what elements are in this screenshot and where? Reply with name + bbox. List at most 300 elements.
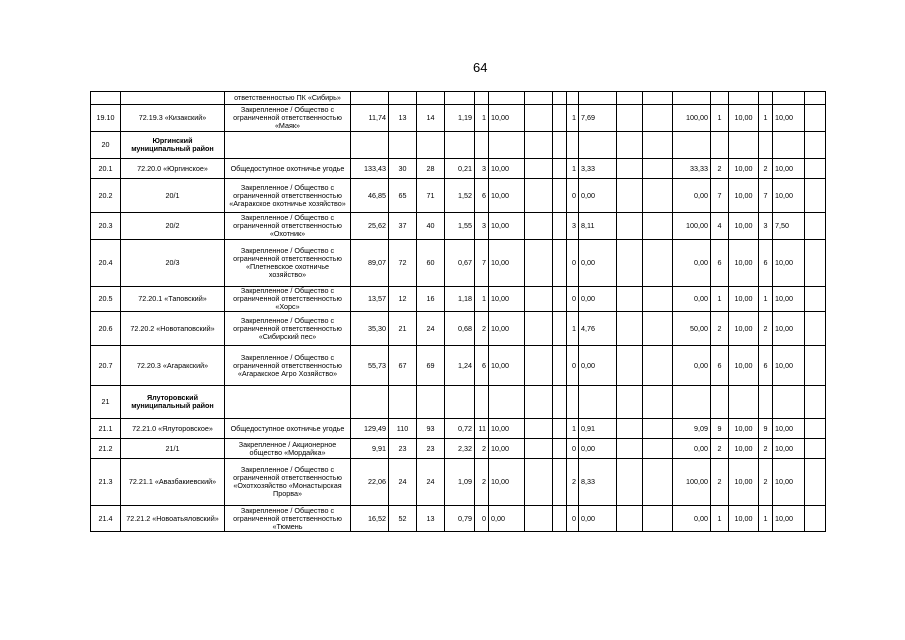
table-cell: 13,57 <box>351 287 389 312</box>
table-cell: 20 <box>91 132 121 159</box>
table-row <box>91 240 826 287</box>
page-number: 64 <box>473 60 488 75</box>
table-row <box>91 439 826 459</box>
table-cell: Закрепленное / Общество с ограниченной ответственностью «Охотник» <box>225 213 351 240</box>
table-cell <box>643 287 673 312</box>
table-cell <box>643 312 673 346</box>
table-cell <box>525 312 553 346</box>
table-cell <box>805 287 826 312</box>
table-cell: 0,00 <box>579 439 617 459</box>
table-cell: 10,00 <box>773 346 805 386</box>
table-cell: 0,00 <box>673 506 711 532</box>
table-cell: 0 <box>567 506 579 532</box>
table-cell: 100,00 <box>673 105 711 132</box>
table-row <box>91 346 826 386</box>
table-cell <box>643 132 673 159</box>
table-cell <box>567 132 579 159</box>
table-cell: 0 <box>567 240 579 287</box>
table-cell: Закрепленное / Общество с ограниченной ответственностью «Плетневское охотничье хозяйство» <box>225 240 351 287</box>
table-cell: 7,69 <box>579 105 617 132</box>
table-cell: Закрепленное / Акционерное общество «Мордайка» <box>225 439 351 459</box>
table-cell: 20.3 <box>91 213 121 240</box>
table-cell: 10,00 <box>729 105 759 132</box>
table-cell: 10,00 <box>773 240 805 287</box>
table-cell: 6 <box>711 240 729 287</box>
table-cell <box>525 240 553 287</box>
table-cell <box>617 459 643 506</box>
table-cell: 72.21.0 «Ялуторовское» <box>121 419 225 439</box>
table-cell <box>729 386 759 419</box>
table-cell <box>553 459 567 506</box>
table-cell <box>553 132 567 159</box>
table-cell: 10,00 <box>773 459 805 506</box>
table-row <box>91 287 826 312</box>
table-cell <box>643 419 673 439</box>
table-cell: 2 <box>759 159 773 179</box>
table-cell: 1 <box>475 287 489 312</box>
table-cell: Общедоступное охотничье угодье <box>225 159 351 179</box>
table-cell: 0,79 <box>445 506 475 532</box>
table-cell: 24 <box>389 459 417 506</box>
table-cell: 89,07 <box>351 240 389 287</box>
table-cell: 12 <box>389 287 417 312</box>
table-cell: 0,00 <box>579 346 617 386</box>
table-cell <box>525 459 553 506</box>
table-cell: 67 <box>389 346 417 386</box>
table-cell <box>643 179 673 213</box>
table-cell: 10,00 <box>773 105 805 132</box>
table-cell <box>805 439 826 459</box>
table-cell: 93 <box>417 419 445 439</box>
table-cell <box>553 213 567 240</box>
table-cell: Закрепленное / Общество с ограниченной ответственностью «Хорс» <box>225 287 351 312</box>
table-cell: 20/1 <box>121 179 225 213</box>
table-cell: 0,00 <box>579 179 617 213</box>
table-cell <box>489 92 525 105</box>
table-cell: 21 <box>389 312 417 346</box>
table-cell <box>445 92 475 105</box>
table-cell <box>525 179 553 213</box>
table-cell: 24 <box>417 312 445 346</box>
table-cell <box>617 506 643 532</box>
table-cell: 1,09 <box>445 459 475 506</box>
table-cell <box>773 92 805 105</box>
table-cell: 60 <box>417 240 445 287</box>
table-cell: 69 <box>417 346 445 386</box>
table-cell <box>617 132 643 159</box>
table-cell <box>525 346 553 386</box>
table-cell: 0 <box>567 439 579 459</box>
table-cell: 21/1 <box>121 439 225 459</box>
table-cell: 0 <box>567 287 579 312</box>
table-cell <box>673 92 711 105</box>
table-cell: 10,00 <box>489 312 525 346</box>
table-cell <box>351 386 389 419</box>
table-cell: 21.1 <box>91 419 121 439</box>
table-cell: 133,43 <box>351 159 389 179</box>
table-cell: 2 <box>475 439 489 459</box>
table-cell: 3 <box>475 159 489 179</box>
table-cell: 1,18 <box>445 287 475 312</box>
table-cell <box>351 92 389 105</box>
table-cell: 2 <box>759 312 773 346</box>
table-cell: 4 <box>711 213 729 240</box>
table-cell: 20.4 <box>91 240 121 287</box>
table-cell: 100,00 <box>673 213 711 240</box>
table-cell <box>225 132 351 159</box>
table-cell: 20.6 <box>91 312 121 346</box>
table-cell <box>389 132 417 159</box>
table-cell <box>579 92 617 105</box>
table-cell <box>553 159 567 179</box>
table-cell <box>417 132 445 159</box>
table-cell <box>525 159 553 179</box>
table-cell: 0,91 <box>579 419 617 439</box>
table-cell: 1 <box>475 105 489 132</box>
table-cell: 0,00 <box>579 287 617 312</box>
table-cell: 0,00 <box>673 439 711 459</box>
table-cell: Закрепленное / Общество с ограниченной ответственностью «Маяк» <box>225 105 351 132</box>
table-cell: 10,00 <box>489 179 525 213</box>
table-cell: 10,00 <box>729 312 759 346</box>
table-cell: 3 <box>567 213 579 240</box>
table-cell <box>445 386 475 419</box>
table-cell <box>617 240 643 287</box>
table-cell: 10,00 <box>729 459 759 506</box>
table-cell: 0 <box>567 346 579 386</box>
table-cell <box>475 386 489 419</box>
table-cell: 11,74 <box>351 105 389 132</box>
table-cell: Общедоступное охотничье угодье <box>225 419 351 439</box>
table-cell: 25,62 <box>351 213 389 240</box>
table-cell: 0 <box>475 506 489 532</box>
table-cell: 2 <box>711 312 729 346</box>
table-cell: 3 <box>475 213 489 240</box>
table-cell: 7 <box>711 179 729 213</box>
table-cell <box>91 92 121 105</box>
table-cell <box>643 506 673 532</box>
table-cell: 16 <box>417 287 445 312</box>
table-cell: 10,00 <box>773 179 805 213</box>
table-cell: 3,33 <box>579 159 617 179</box>
table-cell: 0,21 <box>445 159 475 179</box>
table-cell: 0,00 <box>579 240 617 287</box>
table-cell: 10,00 <box>729 159 759 179</box>
table-cell <box>617 179 643 213</box>
table-cell: 0 <box>567 179 579 213</box>
table-cell: 7,50 <box>773 213 805 240</box>
table-cell: 20.5 <box>91 287 121 312</box>
table-cell: 10,00 <box>489 459 525 506</box>
table-cell: 0,00 <box>579 506 617 532</box>
table-cell: 20/2 <box>121 213 225 240</box>
table-cell <box>389 92 417 105</box>
table-cell: 40 <box>417 213 445 240</box>
table-cell: 0,67 <box>445 240 475 287</box>
table-cell: 16,52 <box>351 506 389 532</box>
table-cell: ответственностью ПК «Сибирь» <box>225 92 351 105</box>
table-cell: 21.3 <box>91 459 121 506</box>
table-cell <box>617 213 643 240</box>
table-cell: 10,00 <box>489 105 525 132</box>
table-cell: 10,00 <box>489 240 525 287</box>
table-cell: 3 <box>759 213 773 240</box>
table-cell: 30 <box>389 159 417 179</box>
table-cell: 9 <box>759 419 773 439</box>
table-cell: 10,00 <box>729 287 759 312</box>
table-cell <box>351 132 389 159</box>
table-cell: 110 <box>389 419 417 439</box>
table-cell: 21 <box>91 386 121 419</box>
table-cell: 13 <box>389 105 417 132</box>
table-cell: 2 <box>759 439 773 459</box>
table-cell: 55,73 <box>351 346 389 386</box>
table-cell: 2,32 <box>445 439 475 459</box>
table-cell: 20.7 <box>91 346 121 386</box>
table-cell: 0,00 <box>673 179 711 213</box>
table-cell <box>805 240 826 287</box>
table-cell: Закрепленное / Общество с ограниченной ответственностью «Охотхозяйство «Монастырская Прорва» <box>225 459 351 506</box>
table-cell: 72.20.1 «Таповский» <box>121 287 225 312</box>
table-cell <box>579 132 617 159</box>
table-cell: 2 <box>711 439 729 459</box>
table-cell: 10,00 <box>773 312 805 346</box>
table-cell: 10,00 <box>729 439 759 459</box>
table-cell <box>553 179 567 213</box>
table-cell: 10,00 <box>489 346 525 386</box>
table-cell: 10,00 <box>729 346 759 386</box>
table-cell: 20.2 <box>91 179 121 213</box>
table-cell: 0,00 <box>673 287 711 312</box>
table-cell: 9,09 <box>673 419 711 439</box>
table-cell <box>805 213 826 240</box>
table-cell <box>417 92 445 105</box>
table-cell: 28 <box>417 159 445 179</box>
table-cell <box>643 459 673 506</box>
table-cell: 10,00 <box>729 179 759 213</box>
table-cell: 20/3 <box>121 240 225 287</box>
table-cell <box>759 386 773 419</box>
table-cell <box>617 346 643 386</box>
table-cell <box>643 213 673 240</box>
table-cell: 23 <box>417 439 445 459</box>
table-cell: 9 <box>711 419 729 439</box>
table-cell <box>553 419 567 439</box>
table-row <box>91 179 826 213</box>
table-cell: 2 <box>759 459 773 506</box>
table-row <box>91 105 826 132</box>
table-cell: 72.20.0 «Юргинское» <box>121 159 225 179</box>
table-cell: 0,00 <box>673 240 711 287</box>
table-cell <box>617 105 643 132</box>
table-cell <box>525 386 553 419</box>
table-cell: 1 <box>759 506 773 532</box>
table-cell: 10,00 <box>729 419 759 439</box>
table-row <box>91 213 826 240</box>
table-cell <box>525 105 553 132</box>
table-cell <box>553 439 567 459</box>
table-cell <box>805 459 826 506</box>
table-cell <box>525 506 553 532</box>
table-cell <box>553 312 567 346</box>
table-cell: 35,30 <box>351 312 389 346</box>
table-cell <box>759 92 773 105</box>
table-cell: 1 <box>567 105 579 132</box>
table-cell: 2 <box>567 459 579 506</box>
table-cell <box>553 287 567 312</box>
table-cell: 33,33 <box>673 159 711 179</box>
table-cell <box>643 105 673 132</box>
table-cell: Юргинский муниципальный район <box>121 132 225 159</box>
hunting-grounds-table <box>90 91 826 532</box>
table-cell: 6 <box>475 179 489 213</box>
table-cell: 129,49 <box>351 419 389 439</box>
table-cell <box>525 419 553 439</box>
table-cell: 7 <box>475 240 489 287</box>
table-cell: 10,00 <box>489 159 525 179</box>
table-cell: 14 <box>417 105 445 132</box>
table-cell: 21.4 <box>91 506 121 532</box>
table-cell <box>525 213 553 240</box>
table-cell: 71 <box>417 179 445 213</box>
table-cell: 1 <box>567 159 579 179</box>
table-cell <box>389 386 417 419</box>
table-cell: Закрепленное / Общество с ограниченной ответственностью «Агаракское Агро Хозяйство» <box>225 346 351 386</box>
table-cell <box>643 159 673 179</box>
table-cell: 0,00 <box>489 506 525 532</box>
table-cell <box>525 92 553 105</box>
table-cell: 6 <box>759 240 773 287</box>
table-cell <box>553 506 567 532</box>
table-cell <box>617 419 643 439</box>
table-cell <box>553 92 567 105</box>
table-cell: 1,19 <box>445 105 475 132</box>
table-row <box>91 419 826 439</box>
table-cell <box>773 386 805 419</box>
table-cell: 1,52 <box>445 179 475 213</box>
table-cell: 6 <box>475 346 489 386</box>
table-cell: 24 <box>417 459 445 506</box>
table-cell <box>121 92 225 105</box>
table-cell: Закрепленное / Общество с ограниченной ответственностью «Тюмень <box>225 506 351 532</box>
table-cell: 21.2 <box>91 439 121 459</box>
table-cell: 10,00 <box>773 419 805 439</box>
table-row <box>91 132 826 159</box>
table-cell <box>673 386 711 419</box>
table-cell <box>643 346 673 386</box>
table-cell <box>805 179 826 213</box>
table-cell <box>553 240 567 287</box>
table-cell: 72.21.2 «Новоатьяловский» <box>121 506 225 532</box>
table-cell: 72.19.3 «Кизакский» <box>121 105 225 132</box>
table-cell <box>617 92 643 105</box>
table-cell: 7 <box>759 179 773 213</box>
table-cell: Закрепленное / Общество с ограниченной ответственностью «Агаракское охотничье хозяйство» <box>225 179 351 213</box>
table-cell: Закрепленное / Общество с ограниченной ответственностью «Сибирский пес» <box>225 312 351 346</box>
table-cell <box>553 346 567 386</box>
table-cell <box>417 386 445 419</box>
table-cell: 6 <box>711 346 729 386</box>
table-cell: 10,00 <box>773 287 805 312</box>
table-cell: 72.20.2 «Новотаповский» <box>121 312 225 346</box>
table-cell <box>445 132 475 159</box>
table-cell: Ялуторовский муниципальный район <box>121 386 225 419</box>
table-cell <box>805 312 826 346</box>
table-cell <box>643 439 673 459</box>
table-cell: 1 <box>711 506 729 532</box>
table-cell <box>489 386 525 419</box>
table-cell <box>567 92 579 105</box>
table-cell: 11 <box>475 419 489 439</box>
table-cell: 72.20.3 «Агаракский» <box>121 346 225 386</box>
table-cell: 13 <box>417 506 445 532</box>
table-cell <box>643 240 673 287</box>
table-cell <box>805 386 826 419</box>
table-cell: 100,00 <box>673 459 711 506</box>
table-row <box>91 92 826 105</box>
table-cell <box>805 159 826 179</box>
table-cell: 2 <box>711 159 729 179</box>
table-cell: 10,00 <box>773 159 805 179</box>
table-cell <box>579 386 617 419</box>
table-cell <box>805 506 826 532</box>
table-row <box>91 506 826 532</box>
table-cell: 4,76 <box>579 312 617 346</box>
table-cell: 10,00 <box>489 213 525 240</box>
table-cell: 23 <box>389 439 417 459</box>
table-cell: 20.1 <box>91 159 121 179</box>
table-cell <box>553 105 567 132</box>
table-cell: 1 <box>567 419 579 439</box>
table-cell <box>805 132 826 159</box>
table-cell: 10,00 <box>773 506 805 532</box>
table-cell: 10,00 <box>729 506 759 532</box>
table-cell: 10,00 <box>729 213 759 240</box>
table-cell: 2 <box>475 459 489 506</box>
table-cell: 19.10 <box>91 105 121 132</box>
table-cell <box>525 132 553 159</box>
table-cell: 65 <box>389 179 417 213</box>
table-cell <box>711 92 729 105</box>
table-cell: 1,55 <box>445 213 475 240</box>
table-cell <box>567 386 579 419</box>
table-cell <box>643 92 673 105</box>
table-cell: 1 <box>711 105 729 132</box>
table-cell <box>805 419 826 439</box>
table-cell: 22,06 <box>351 459 389 506</box>
table-cell: 6 <box>759 346 773 386</box>
table-cell <box>475 132 489 159</box>
table-row <box>91 459 826 506</box>
table-cell <box>617 312 643 346</box>
table-cell: 37 <box>389 213 417 240</box>
table-cell: 52 <box>389 506 417 532</box>
table-row <box>91 312 826 346</box>
table-cell: 9,91 <box>351 439 389 459</box>
table-cell <box>729 132 759 159</box>
table-cell <box>643 386 673 419</box>
table-row <box>91 159 826 179</box>
table-cell <box>711 386 729 419</box>
table-cell <box>225 386 351 419</box>
table-cell: 0,72 <box>445 419 475 439</box>
table-cell <box>805 92 826 105</box>
table-cell <box>805 105 826 132</box>
table-cell: 1 <box>567 312 579 346</box>
table-cell: 1 <box>759 105 773 132</box>
table-cell <box>489 132 525 159</box>
table-cell: 72 <box>389 240 417 287</box>
